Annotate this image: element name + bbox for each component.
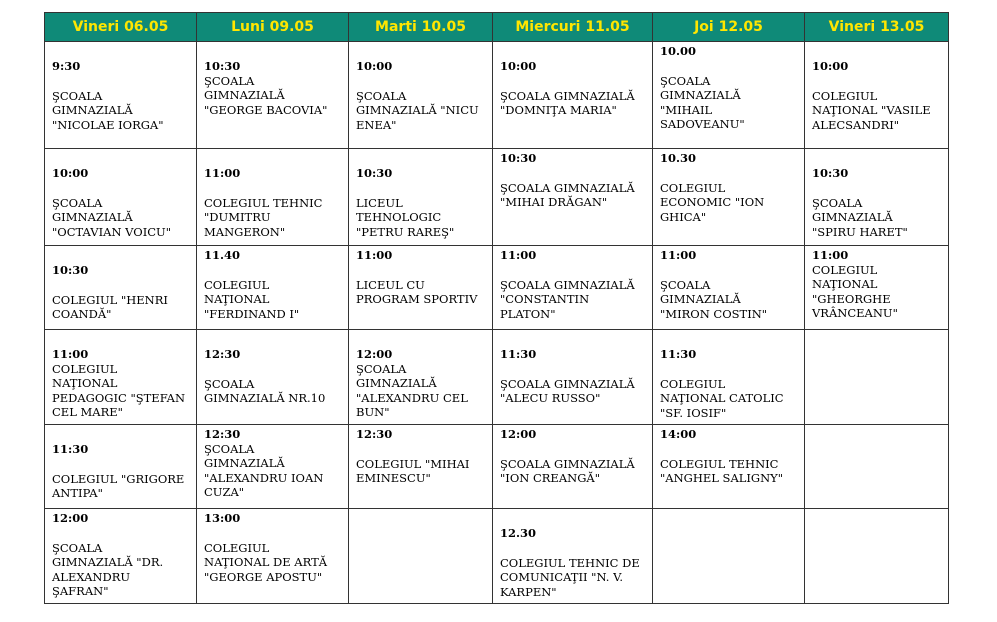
- schedule-cell: [493, 330, 653, 425]
- time-label: 9:30: [52, 59, 81, 73]
- school-name: ŞCOALA GIMNAZIALĂ "NICU ENEA": [356, 88, 479, 132]
- schedule-table: [44, 12, 949, 604]
- school-name: ŞCOALA GIMNAZIALĂ "DR. ALEXANDRU ŞAFRAN": [52, 540, 164, 598]
- school-name: COLEGIUL NAŢIONAL DE ARTĂ "GEORGE APOSTU": [204, 540, 328, 584]
- school-name: COLEGIUL "GRIGORE ANTIPA": [52, 471, 185, 500]
- school-name: ŞCOALA GIMNAZIALĂ "MIHAIL SADOVEANU": [660, 73, 745, 131]
- schedule-cell: [805, 149, 949, 246]
- time-label: 11:30: [52, 442, 89, 456]
- time-label: 10:30: [500, 151, 537, 165]
- time-label: 10:30: [812, 166, 849, 180]
- schedule-cell: [45, 425, 197, 509]
- empty-cell: [805, 330, 949, 425]
- school-name: COLEGIUL TEHNIC "DUMITRU MANGERON": [204, 195, 323, 239]
- school-name: LICEUL TEHNOLOGIC "PETRU RAREŞ": [356, 195, 455, 239]
- school-name: ŞCOALA GIMNAZIALĂ "GEORGE BACOVIA": [204, 73, 328, 117]
- time-label: 11:00: [356, 248, 393, 262]
- day-header: Luni 09.05: [197, 13, 349, 42]
- table-row: [45, 149, 949, 246]
- time-label: 11:00: [52, 347, 89, 361]
- time-label: 11:30: [660, 347, 697, 361]
- schedule-cell: [45, 42, 197, 149]
- schedule-cell: [45, 149, 197, 246]
- time-label: 10:30: [356, 166, 393, 180]
- day-header: Miercuri 11.05: [493, 13, 653, 42]
- schedule-cell: [493, 149, 653, 246]
- time-label: 12:00: [52, 511, 89, 525]
- school-name: ŞCOALA GIMNAZIALĂ "MIHAI DRĂGAN": [500, 180, 635, 209]
- header-row: [45, 13, 949, 42]
- time-label: 10.30: [660, 151, 697, 165]
- schedule-cell: [493, 246, 653, 330]
- schedule-cell: [653, 425, 805, 509]
- day-header: Joi 12.05: [653, 13, 805, 42]
- time-label: 11:00: [500, 248, 537, 262]
- time-label: 10:00: [356, 59, 393, 73]
- time-label: 10:00: [52, 166, 89, 180]
- time-label: 11:00: [812, 248, 849, 262]
- time-label: 12:30: [356, 427, 393, 441]
- schedule-cell: [197, 425, 349, 509]
- school-name: COLEGIUL TEHNIC "ANGHEL SALIGNY": [660, 456, 784, 485]
- school-name: ŞCOALA GIMNAZIALĂ "ALEXANDRU CEL BUN": [356, 361, 468, 419]
- time-label: 10:30: [204, 59, 241, 73]
- table-row: [45, 42, 949, 149]
- time-label: 12.30: [500, 526, 537, 540]
- schedule-cell: [493, 425, 653, 509]
- schedule-cell: [197, 246, 349, 330]
- time-label: 12:30: [204, 427, 241, 441]
- day-header: Vineri 06.05: [45, 13, 197, 42]
- time-label: 10:30: [52, 263, 89, 277]
- school-name: ŞCOALA GIMNAZIALĂ "DOMNIŢA MARIA": [500, 88, 635, 117]
- time-label: 11.40: [204, 248, 241, 262]
- school-name: COLEGIUL ECONOMIC "ION GHICA": [660, 180, 765, 224]
- schedule-cell: [45, 246, 197, 330]
- school-name: COLEGIUL NAŢIONAL CATOLIC "SF. IOSIF": [660, 376, 784, 420]
- school-name: COLEGIUL "HENRI COANDĂ": [52, 292, 168, 321]
- schedule-cell: [349, 330, 493, 425]
- school-name: COLEGIUL TEHNIC DE COMUNICAŢII "N. V. KARPEN": [500, 555, 640, 599]
- schedule-cell: [653, 149, 805, 246]
- time-label: 12:30: [204, 347, 241, 361]
- schedule-cell: [805, 246, 949, 330]
- school-name: COLEGIUL NAŢIONAL "GHEORGHE VRÂNCEANU": [812, 262, 898, 320]
- time-label: 10.00: [660, 44, 697, 58]
- day-header: Vineri 13.05: [805, 13, 949, 42]
- table-row: [45, 509, 949, 604]
- empty-cell: [653, 509, 805, 604]
- schedule-cell: [349, 149, 493, 246]
- schedule-cell: [349, 246, 493, 330]
- school-name: ŞCOALA GIMNAZIALĂ "OCTAVIAN VOICU": [52, 195, 172, 239]
- time-label: 14:00: [660, 427, 697, 441]
- time-label: 12:00: [500, 427, 537, 441]
- schedule-cell: [197, 509, 349, 604]
- school-name: ŞCOALA GIMNAZIALĂ "SPIRU HARET": [812, 195, 908, 239]
- schedule-cell: [653, 330, 805, 425]
- schedule-cell: [197, 330, 349, 425]
- time-label: 11:00: [204, 166, 241, 180]
- schedule-cell: [653, 246, 805, 330]
- empty-cell: [349, 509, 493, 604]
- time-label: 11:30: [500, 347, 537, 361]
- empty-cell: [805, 509, 949, 604]
- school-name: LICEUL CU PROGRAM SPORTIV: [356, 277, 478, 306]
- time-label: 10:00: [812, 59, 849, 73]
- schedule-cell: [653, 42, 805, 149]
- schedule-cell: [349, 425, 493, 509]
- table-row: [45, 425, 949, 509]
- time-label: 11:00: [660, 248, 697, 262]
- school-name: ŞCOALA GIMNAZIALĂ "ALEXANDRU IOAN CUZA": [204, 441, 324, 499]
- table-row: [45, 330, 949, 425]
- school-name: ŞCOALA GIMNAZIALĂ "ION CREANGĂ": [500, 456, 635, 485]
- schedule-cell: [805, 42, 949, 149]
- schedule-cell: [493, 42, 653, 149]
- schedule-cell: [349, 42, 493, 149]
- school-name: COLEGIUL NAŢIONAL "FERDINAND I": [204, 277, 300, 321]
- schedule-cell: [493, 509, 653, 604]
- school-name: ŞCOALA GIMNAZIALĂ "NICOLAE IORGA": [52, 88, 164, 132]
- school-name: COLEGIUL "MIHAI EMINESCU": [356, 456, 470, 485]
- school-name: ŞCOALA GIMNAZIALĂ NR.10: [204, 376, 326, 405]
- table-row: [45, 246, 949, 330]
- day-header: Marti 10.05: [349, 13, 493, 42]
- school-name: COLEGIUL NAŢIONAL PEDAGOGIC "ŞTEFAN CEL MARE": [52, 361, 186, 419]
- schedule-cell: [197, 42, 349, 149]
- schedule-cell: [197, 149, 349, 246]
- schedule-cell: [45, 330, 197, 425]
- school-name: ŞCOALA GIMNAZIALĂ "CONSTANTIN PLATON": [500, 277, 635, 321]
- school-name: COLEGIUL NAŢIONAL "VASILE ALECSANDRI": [812, 88, 931, 132]
- time-label: 10:00: [500, 59, 537, 73]
- time-label: 13:00: [204, 511, 241, 525]
- school-name: ŞCOALA GIMNAZIALĂ "MIRON COSTIN": [660, 277, 768, 321]
- time-label: 12:00: [356, 347, 393, 361]
- empty-cell: [805, 425, 949, 509]
- school-name: ŞCOALA GIMNAZIALĂ "ALECU RUSSO": [500, 376, 635, 405]
- schedule-cell: [45, 509, 197, 604]
